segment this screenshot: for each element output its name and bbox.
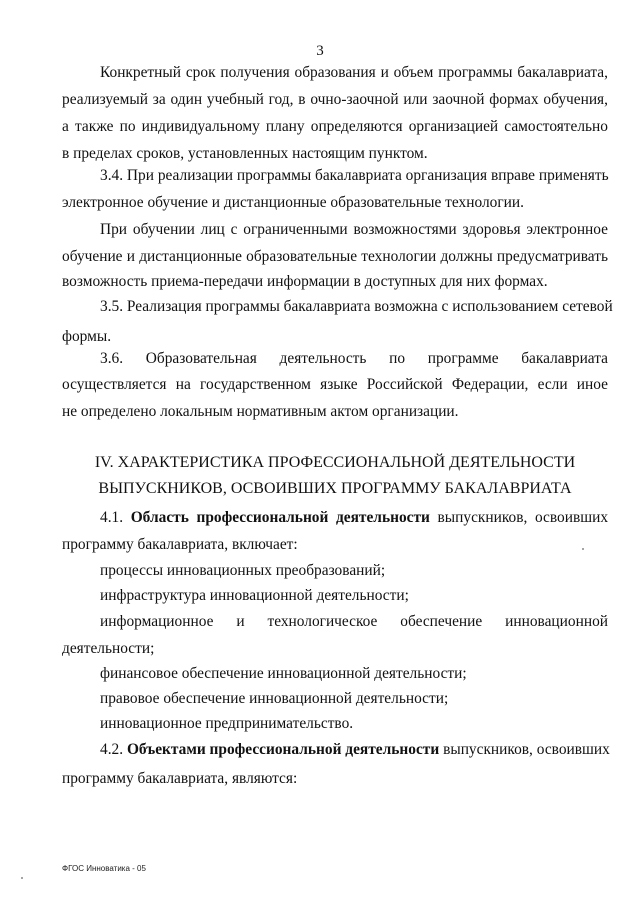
list-item: информационное и технологическое обеспечение инновационной — [100, 613, 608, 630]
section-title-line-1: IV. ХАРАКТЕРИСТИКА ПРОФЕССИОНАЛЬНОЙ ДЕЯТЕЛЬНОСТИ — [94, 454, 576, 471]
list-item: инфраструктура инновационной деятельности; — [100, 587, 409, 604]
list-item: процессы инновационных преобразований; — [100, 562, 386, 579]
paragraph-line — [100, 508, 608, 528]
paragraph-line: программу бакалавриата, являются: — [62, 770, 298, 787]
list-item: инновационное предпринимательство. — [100, 715, 354, 732]
paragraph-line: осуществляется на государственном языке Российской Федерации, если иное — [62, 376, 608, 393]
bold-term: Объектами профессиональной деятельности — [126, 741, 440, 758]
paragraph-line: При обучении лиц с ограниченными возможностями здоровья электронное — [100, 221, 608, 238]
paragraph-line — [100, 740, 608, 760]
paragraph-line: 3.4. При реализации программы бакалавриата организация вправе применять — [100, 167, 609, 184]
scan-speck — [582, 548, 584, 550]
paragraph-line: не определено локальным нормативным актом организации. — [62, 403, 459, 420]
paragraph-line: возможность приема-передачи информации в доступных для них формах. — [62, 273, 548, 290]
paragraph-line: 3.6. Образовательная деятельность по программе бакалавриата — [100, 350, 608, 367]
paragraph-line: Конкретный срок получения образования и объем программы бакалавриата, — [100, 64, 608, 81]
clause-text: выпускников, освоивших — [439, 741, 610, 758]
clause-number: 4.1. — [100, 509, 131, 526]
list-item: финансовое обеспечение инновационной деятельности; — [100, 665, 467, 682]
section-title-line-2: ВЫПУСКНИКОВ, ОСВОИВШИХ ПРОГРАММУ БАКАЛАВРИАТА — [98, 480, 572, 497]
footer-text: ФГОС Инноватика - 05 — [62, 864, 146, 873]
paragraph-line: программу бакалавриата, включает: — [62, 536, 298, 553]
bold-term: Область профессиональной деятельности — [130, 509, 430, 526]
scan-speck — [21, 877, 23, 879]
paragraph-line: формы. — [62, 328, 112, 345]
paragraph-line: электронное обучение и дистанционные образовательные технологии. — [62, 194, 524, 211]
paragraph-line: реализуемый за один учебный год, в очно-заочной или заочной формах обучения, — [62, 91, 608, 108]
paragraph-line: обучение и дистанционные образовательные технологии должны предусматривать — [62, 248, 608, 265]
clause-number: 4.2. — [100, 741, 127, 758]
list-item: правовое обеспечение инновационной деятельности; — [100, 690, 449, 707]
paragraph-line: 3.5. Реализация программы бакалавриата возможна с использованием сетевой — [100, 298, 613, 315]
page-number: 3 — [316, 43, 324, 59]
paragraph-line: а также по индивидуальному плану определяются организацией самостоятельно — [62, 118, 608, 135]
list-item-continuation: деятельности; — [62, 640, 155, 657]
clause-text: выпускников, освоивших — [429, 509, 609, 526]
paragraph-line: в пределах сроков, установленных настоящим пунктом. — [62, 145, 428, 162]
